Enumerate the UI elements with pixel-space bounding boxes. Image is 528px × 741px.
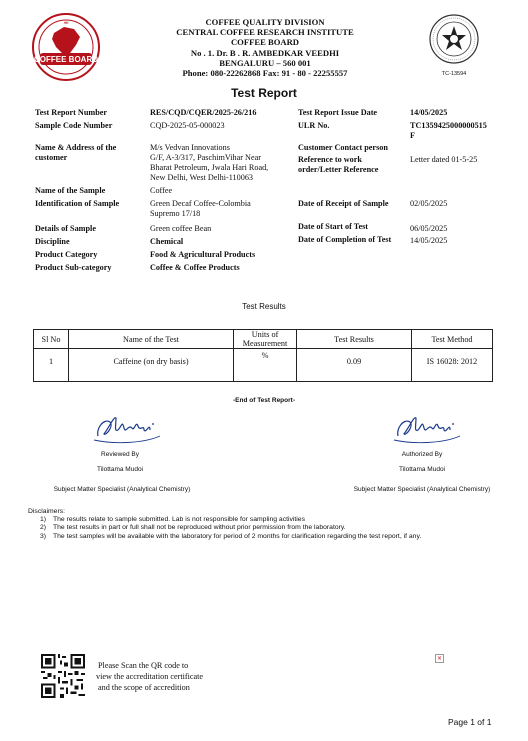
col-test-name: Name of the Test (69, 330, 234, 349)
reference-label-2: order/Letter Reference (298, 165, 379, 174)
org-division: COFFEE QUALITY DIVISION (205, 17, 325, 27)
accreditation-code: TC-13594 (441, 71, 467, 77)
disclaimer-1-number: 1) (40, 516, 47, 523)
disclaimer-3-number: 3) (40, 533, 47, 540)
category-label: Product Category (35, 250, 98, 259)
qr-text-1: Please Scan the QR code to (98, 661, 189, 670)
details-label: Details of Sample (35, 224, 96, 233)
disclaimer-2: The test results in part or full shall not be reproduced without prior permission from the laboratory. (53, 524, 346, 531)
org-city: BENGALURU – 560 001 (219, 58, 311, 68)
qr-text-2: view the accreditation certificate (96, 672, 204, 681)
identification-value-2: Supremo 17/18 (150, 209, 201, 218)
start-label: Date of Start of Test (298, 222, 369, 231)
issue-date-value: 14/05/2025 (410, 108, 448, 117)
report-number-label: Test Report Number (35, 108, 108, 117)
qr-text-3: and the scope of accredition (98, 683, 190, 692)
issue-date-label: Test Report Issue Date (298, 108, 378, 117)
reference-label: Reference to work (298, 155, 362, 164)
customer-label-2: customer (35, 153, 68, 162)
col-method: Test Method (412, 330, 493, 349)
disclaimer-2-number: 2) (40, 524, 47, 531)
org-institute: CENTRAL COFFEE RESEARCH INSTITUTE (176, 27, 354, 37)
cell-test-name: Caffeine (on dry basis) (69, 349, 234, 382)
ulr-value: TC1359425000000515 (410, 121, 487, 130)
sample-code-label: Sample Code Number (35, 121, 113, 130)
customer-line-4: New Delhi, West Delhi-110063 (150, 173, 254, 182)
qr-code[interactable] (41, 654, 85, 698)
completion-value: 14/05/2025 (410, 236, 448, 245)
org-phone: Phone: 080-22262868 Fax: 91 - 80 - 22255557 (182, 68, 348, 78)
discipline-label: Discipline (35, 237, 70, 246)
cell-method: IS 16028: 2012 (412, 349, 493, 382)
identification-label: Identification of Sample (35, 199, 120, 208)
reviewer-title: Subject Matter Specialist (Analytical Chemistry) (53, 486, 191, 493)
results-table (33, 329, 493, 382)
authorizer-name: Tilottama Mudoi (399, 466, 445, 473)
logo-text: COFFEE BOARD (34, 55, 98, 64)
subcategory-value: Coffee & Coffee Products (150, 263, 240, 272)
reviewer-name: Tilottama Mudoi (97, 466, 143, 473)
discipline-value: Chemical (150, 237, 184, 246)
disclaimer-1: The results relate to sample submitted. Lab is not responsible for sampling activities (53, 516, 305, 523)
contact-label: Customer Contact person (298, 143, 388, 152)
sample-code-value: CQD-2025-05-000023 (150, 121, 225, 130)
table-row (34, 349, 493, 382)
coffee-board-logo (30, 11, 102, 83)
cell-unit: % (234, 349, 297, 382)
col-results: Test Results (297, 330, 412, 349)
end-of-report: -End of Test Report- (233, 397, 295, 404)
svg-text:☕: ☕ (62, 18, 70, 26)
sample-name-label: Name of the Sample (35, 186, 106, 195)
reviewer-signature (92, 406, 172, 446)
reviewed-by-label: Reviewed By (101, 451, 139, 458)
broken-image-icon: × (436, 655, 443, 662)
customer-line-2: G/F, A-3/317, PaschimVihar Near (150, 153, 261, 162)
authorizer-signature (392, 406, 472, 446)
subcategory-label: Product Sub-category (35, 263, 112, 272)
reference-value: Letter dated 01-5-25 (410, 155, 478, 164)
customer-line-1: M/s Vedvan Innovations (150, 143, 230, 152)
cell-result: 0.09 (297, 349, 412, 382)
accreditation-seal (428, 13, 480, 69)
receipt-label: Date of Receipt of Sample (298, 199, 389, 208)
col-units: Units of Measurement (234, 330, 297, 349)
disclaimers-heading: Disclaimers: (28, 508, 66, 515)
cell-sl: 1 (34, 349, 69, 382)
ulr-value-suffix: F (410, 131, 416, 140)
authorizer-title: Subject Matter Specialist (Analytical Chemistry) (353, 486, 491, 493)
sample-name-value: Coffee (150, 186, 173, 195)
customer-label: Name & Address of the (35, 143, 117, 152)
page-number: Page 1 of 1 (448, 717, 492, 727)
report-title: Test Report (231, 86, 297, 100)
category-value: Food & Agricultural Products (150, 250, 256, 259)
disclaimer-3: The test samples will be available with the laboratory for period of 2 months for clarification regarding the test report, if any. (53, 533, 422, 540)
report-number-value: RES/CQD/CQER/2025-26/216 (150, 108, 257, 117)
col-sl-no: Sl No (34, 330, 69, 349)
customer-line-3: Bharat Petroleum, Jwala Hari Road, (150, 163, 269, 172)
org-board: COFFEE BOARD (230, 37, 300, 47)
details-value: Green coffee Bean (150, 224, 212, 233)
org-address: No . 1. Dr. B . R. AMBEDKAR VEEDHI (190, 48, 340, 58)
identification-value: Green Decaf Coffee-Colombia (150, 199, 251, 208)
receipt-value: 02/05/2025 (410, 199, 448, 208)
ulr-label: ULR No. (298, 121, 330, 130)
results-heading: Test Results (242, 302, 286, 311)
completion-label: Date of Completion of Test (298, 235, 392, 244)
authorized-by-label: Authorized By (401, 451, 443, 458)
start-value: 06/05/2025 (410, 224, 448, 233)
results-header-row (34, 330, 493, 349)
